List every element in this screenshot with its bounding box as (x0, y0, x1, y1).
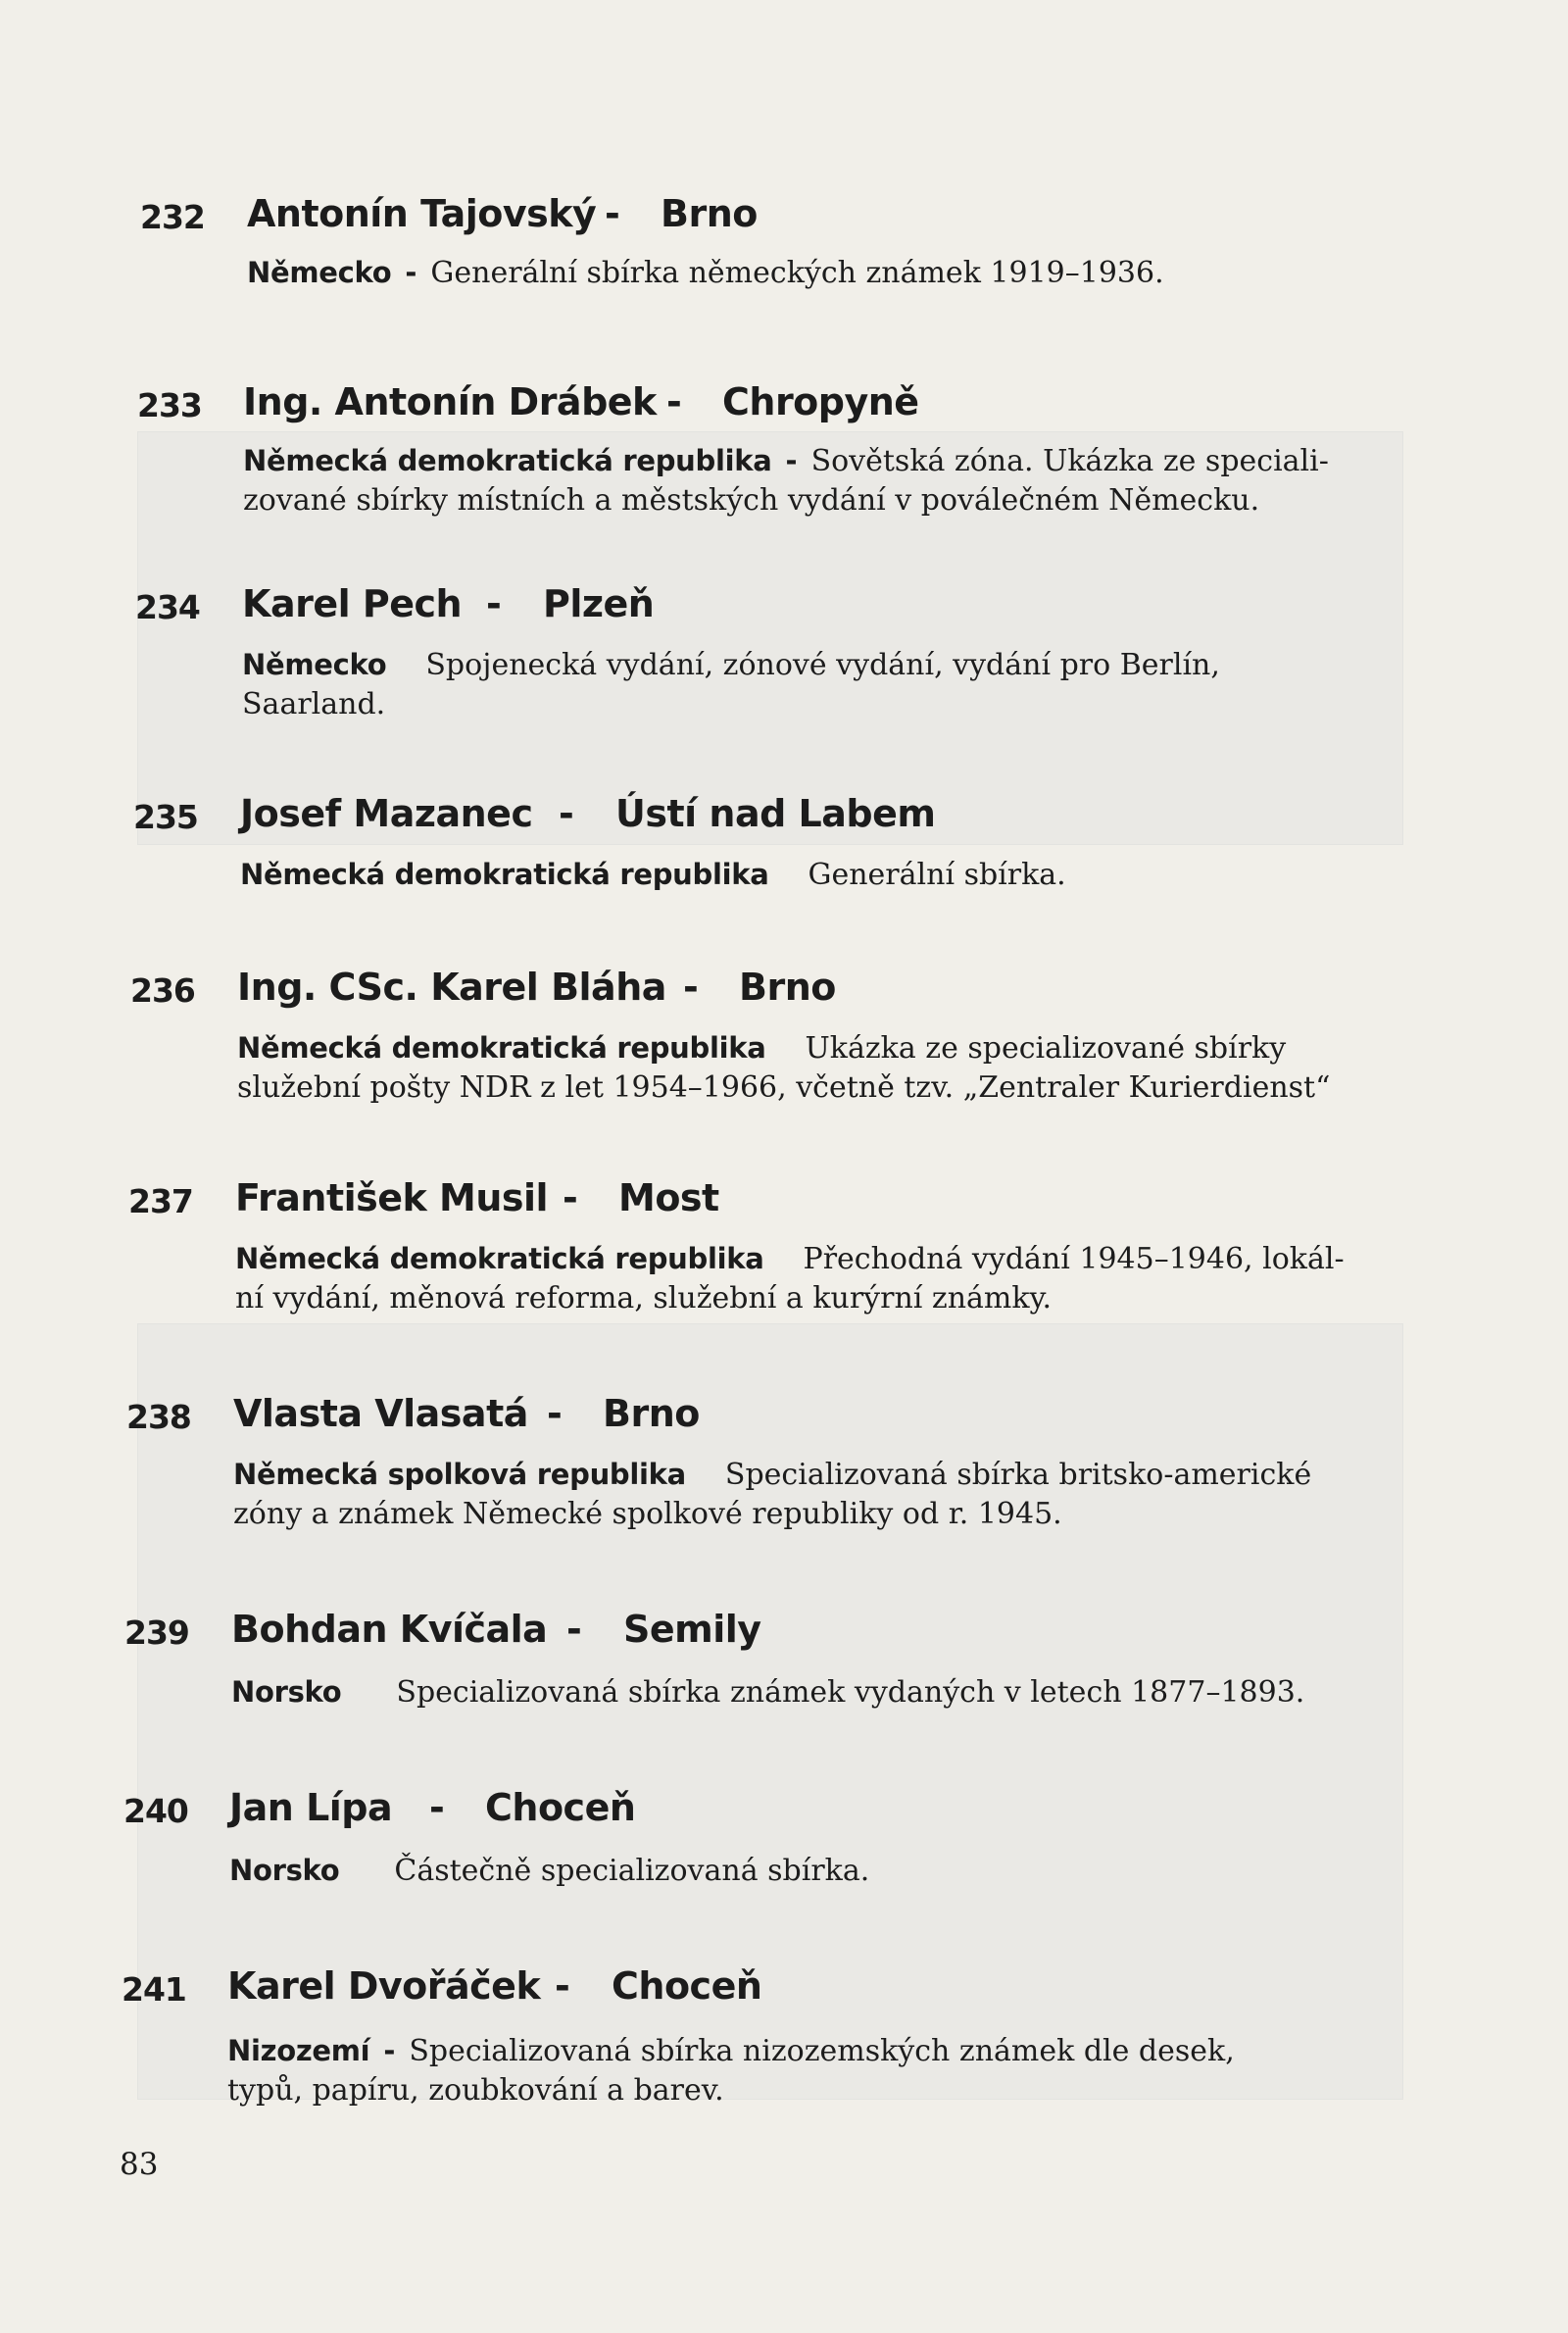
exhibitor-city: Choceň (485, 1786, 636, 1829)
heading-dash: - (666, 380, 682, 423)
exhibitor-name: Josef Mazanec (240, 792, 533, 835)
separator: - (405, 256, 417, 289)
exhibitor-city: Brno (661, 192, 758, 235)
page-number: 83 (120, 2147, 159, 2182)
entry-number: 233 (137, 386, 202, 424)
description-text: Přechodná vydání 1945–1946, lokál- (803, 1242, 1345, 1276)
country-label: Německo (247, 256, 392, 289)
entry-number: 241 (122, 1970, 186, 2009)
exhibitor-city: Plzeň (543, 582, 655, 625)
exhibitor-city: Brno (739, 966, 836, 1009)
country-label: Německá spolková republika (233, 1458, 686, 1491)
heading-dash: - (563, 1176, 578, 1219)
country-label: Německá demokratická republika (237, 1031, 766, 1065)
exhibitor-name: Vlasta Vlasatá (233, 1392, 528, 1435)
country-label: Německo (242, 648, 387, 681)
heading-dash: - (683, 966, 699, 1009)
heading-dash: - (555, 1964, 570, 2008)
entry-number: 238 (126, 1398, 191, 1436)
description-text: Generální sbírka německých známek 1919–1936. (430, 256, 1164, 290)
country-label: Německá demokratická republika (243, 444, 772, 477)
exhibitor-name: Karel Pech (242, 582, 463, 625)
exhibitor-name: Ing. Antonín Drábek (243, 380, 657, 423)
heading-dash: - (429, 1786, 445, 1829)
entry-description (235, 1239, 1392, 1318)
heading-dash: - (547, 1392, 563, 1435)
description-continuation: zované sbírky místních a městských vydání v poválečném Německu. (243, 483, 1260, 518)
heading-dash: - (486, 582, 502, 625)
description-continuation: Saarland. (242, 687, 386, 721)
exhibitor-name: Jan Lípa (229, 1786, 393, 1829)
country-label: Německá demokratická republika (240, 858, 769, 891)
exhibitor-city: Chropyně (722, 380, 919, 423)
entry-description (243, 441, 1399, 521)
entry-number: 232 (140, 198, 205, 236)
description-text: Sovětská zóna. Ukázka ze speciali- (810, 444, 1329, 478)
description-text: Specializovaná sbírka nizozemských známek dle desek, (409, 2034, 1235, 2068)
entry-number: 236 (130, 971, 195, 1010)
exhibitor-name: Antonín Tajovský (247, 192, 597, 235)
entry-number: 239 (124, 1613, 189, 1652)
description-text: Částečně specializovaná sbírka. (394, 1854, 870, 1888)
entry-number: 240 (123, 1792, 188, 1830)
description-continuation: zóny a známek Německé spolkové republiky od r. 1945. (233, 1497, 1062, 1531)
entry-description (233, 1455, 1390, 1534)
entry-number: 237 (128, 1182, 193, 1220)
entry-description (242, 645, 1398, 724)
entry-description (229, 1851, 1386, 1891)
entry-number: 235 (133, 798, 198, 836)
description-continuation: typů, papíru, zoubkování a barev. (227, 2073, 724, 2108)
country-label: Nizozemí (227, 2034, 370, 2067)
entry-description (240, 855, 1396, 895)
exhibitor-city: Choceň (612, 1964, 762, 2008)
exhibitor-name: Bohdan Kvíčala (231, 1608, 548, 1651)
exhibitor-name: Ing. CSc. Karel Bláha (237, 966, 666, 1009)
separator: - (785, 444, 798, 477)
description-text: Generální sbírka. (808, 858, 1066, 892)
separator: - (383, 2034, 396, 2067)
exhibitor-city: Semily (623, 1608, 761, 1651)
entry-description (237, 1028, 1394, 1108)
heading-dash: - (605, 192, 620, 235)
description-continuation: služební pošty NDR z let 1954–1966, včetně tzv. „Zentraler Kurierdienst“ (237, 1070, 1331, 1105)
exhibitor-city: Most (618, 1176, 719, 1219)
description-text: Specializovaná sbírka britsko-americké (724, 1458, 1312, 1492)
country-label: Norsko (229, 1854, 340, 1887)
exhibitor-name: František Musil (235, 1176, 549, 1219)
entry-description (227, 2031, 1384, 2110)
country-label: Německá demokratická republika (235, 1242, 764, 1275)
description-text: Specializovaná sbírka známek vydaných v letech 1877–1893. (396, 1675, 1305, 1710)
entry-number: 234 (135, 588, 200, 626)
heading-dash: - (566, 1608, 582, 1651)
country-label: Norsko (231, 1675, 342, 1709)
exhibitor-city: Ústí nad Labem (615, 792, 936, 835)
description-text: Ukázka ze specializované sbírky (805, 1031, 1287, 1066)
exhibitor-city: Brno (603, 1392, 700, 1435)
exhibitor-name: Karel Dvořáček (227, 1964, 541, 2008)
entry-description (231, 1672, 1388, 1713)
heading-dash: - (559, 792, 574, 835)
description-continuation: ní vydání, měnová reforma, služební a kurýrní známky. (235, 1281, 1053, 1315)
entry-description (247, 253, 1403, 293)
description-text: Spojenecká vydání, zónové vydání, vydání pro Berlín, (425, 648, 1220, 682)
